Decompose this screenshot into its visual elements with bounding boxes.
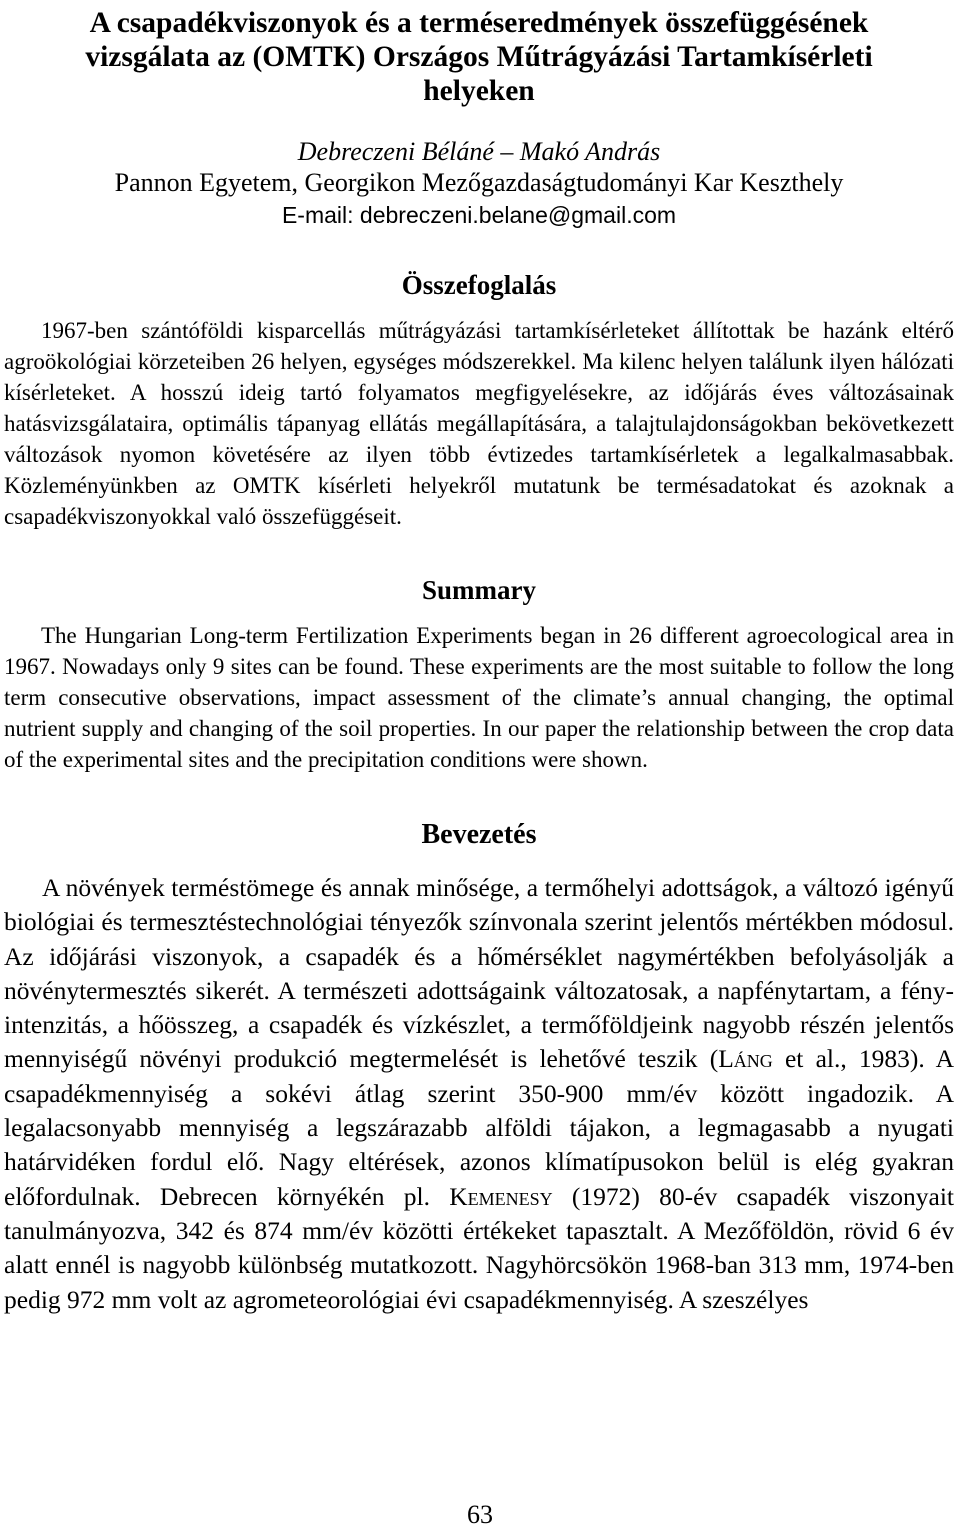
intro-part-2: et al., 1983). A csapadékmennyiség a sokévi átlag szerint 350-900 mm/év között ingadozik. A legalacsonyabb mennyiség a legszárazabb alföldi tájakon, a legmagasabb a nyugati határvidéken fordul elő. Nagy eltérések, azonos klímatípusokon belül is elég gyakran előfordulnak. Debrecen környékén pl. xyxy=(4,1044,955,1211)
abstract-hu-text: 1967-ben szántóföldi kisparcellás műtrágyázási tartamkísérleteket állítottak be hazánk eltérő agroökológiai körzeteiben 26 helyen, egységes módszerekkel. Ma kilenc helyen találunk ilyen hálózati kísérleteket. A hosszú ideig tartó folyamatos megfigyelésekre, az időjárás éves változásainak hatásvizsgálataira, optimális tápanyag ellátás megállapítására, a talajtulajdonságokban bekövetkezett változások nyomon követésére az ilyen több évtizedes tartamkísérletek a legalkalmasabbak. Közleményünkben az OMTK kísérleti helyekről mutatunk be termésadatokat és azoknak a csapadékviszonyokkal való összefüggéseit. xyxy=(4,318,954,529)
abstract-en-heading: Summary xyxy=(422,575,536,605)
abstract-en-text: The Hungarian Long-term Fertilization Experiments began in 26 different agroecological area in 1967. Nowadays only 9 sites can be found. These experiments are the most suitable to follow the long term consecutive observations, impact assessment of the climate’s annual changing, the optimal nutrient supply and changing of the soil properties. In our paper the relationship between the crop data of the experimental sites and the precipitation conditions were shown. xyxy=(4,623,954,772)
title-line-1: A csapadékviszonyok és a terméseredmények összefüggésének xyxy=(89,7,869,39)
paper-title xyxy=(4,6,954,108)
introduction-text xyxy=(4,871,954,1317)
abstract-hu-heading: Összefoglalás xyxy=(401,270,557,300)
intro-part-1: A növények terméstömege és annak minősége, a termőhelyi adottságok, a változó igényű biológiai és termesztéstechnológiai tényezők színvonala szerint jelentős mértékben módosul. Az időjárási viszonyok, a csapadék és a hőmérséklet nagymértékben befolyásolják a növénytermesztés sikerét. A természeti adottságaink változatosak, a napfénytartam, a fény-intenzitás, a hőösszeg, a csapadék és vízkészlet, a termőföldjeink nagyobb részén jelentős mennyiségű növényi produkció megtermelését is lehetővé teszik ( xyxy=(4,873,954,1074)
title-line-3: helyeken xyxy=(423,75,535,107)
author-email: E-mail: debreczeni.belane@gmail.com xyxy=(281,202,677,228)
citation-kemenesy: Kemenesy xyxy=(449,1181,553,1211)
page-number: 63 xyxy=(467,1500,493,1529)
intro-part-3: (1972) 80-év csapadék viszonyait tanulmányozva, 342 és 874 mm/év közötti értékeket tapasztalt. A Mezőföldön, rövid 6 év alatt ennél is nagyobb különbség mutatkozott. Nagyhörcsökön 1968-ban 313 mm, 1974-ben pedig 972 mm volt az agrometeorológiai évi csapadékmennyiség. A szeszélyes xyxy=(4,1181,954,1314)
authors: Debreczeni Béláné – Makó András xyxy=(297,137,661,166)
affiliation: Pannon Egyetem, Georgikon Mezőgazdaságtudományi Kar Keszthely xyxy=(114,168,844,197)
introduction-heading: Bevezetés xyxy=(421,819,537,850)
title-line-2: vizsgálata az (OMTK) Országos Műtrágyázási Tartamkísérleti xyxy=(85,41,873,73)
citation-lang: Láng xyxy=(718,1044,773,1074)
